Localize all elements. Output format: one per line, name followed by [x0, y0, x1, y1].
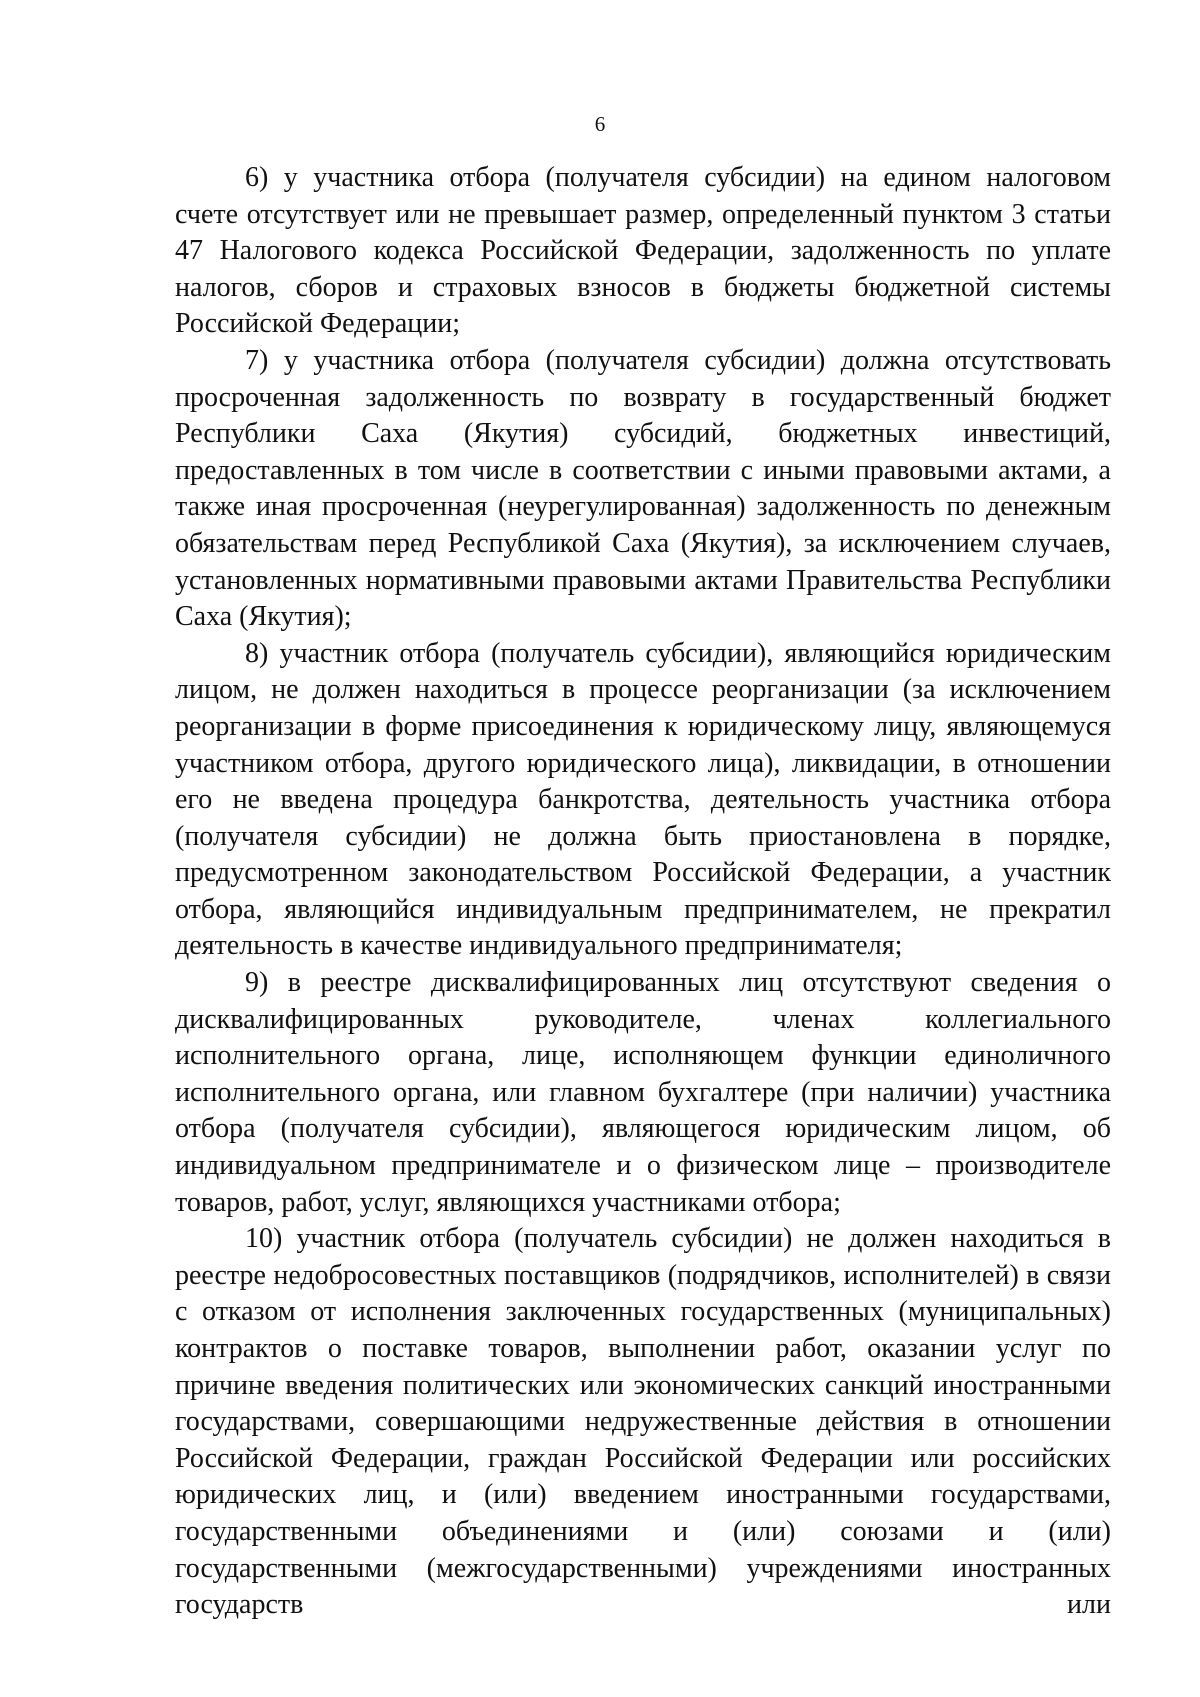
paragraph-item-9: 9) в реестре дисквалифицированных лиц отсутствуют сведения о дисквалифицированных руководителе, членах коллегиального исполнительного органа, лице, исполняющем функции единоличного исполнительного органа, или главном бухгалтере (при наличии) участника отбора (получателя субсидии), являющегося юридическим лицом, об индивидуальном предпринимателе и о физическом лице – производителе товаров, работ, услуг, являющихся участниками отбора;	[175, 967, 1111, 1218]
document-body	[175, 160, 1111, 1624]
page-number: 6	[594, 112, 606, 136]
paragraph-item-6: 6) у участника отбора (получателя субсидии) на едином налоговом счете отсутствует или не превышает размер, определенный пунктом 3 статьи 47 Налогового кодекса Российской Федерации, задолженность по уплате налогов, сборов и страховых взносов в бюджеты бюджетной системы Российской Федерации;	[175, 162, 1111, 340]
paragraph-item-10: 10) участник отбора (получатель субсидии) не должен находиться в реестре недобросовестных поставщиков (подрядчиков, исполнителей) в связи с отказом от исполнения заключенных государственных (муниципальных) контрактов о поставке товаров, выполнении работ, оказании услуг по причине введения политических или экономических санкций иностранными государствами, совершающими недружественные действия в отношении Российской Федерации, граждан Российской Федерации или российских юридических лиц, и (или) введением иностранными государствами, государственными объединениями и (или) союзами и (или) государственными (межгосударственными) учреждениями иностранных государств или	[175, 1223, 1111, 1621]
paragraph-item-8: 8) участник отбора (получатель субсидии), являющийся юридическим лицом, не должен находиться в процессе реорганизации (за исключением реорганизации в форме присоединения к юридическому лицу, являющемуся участником отбора, другого юридического лица), ликвидации, в отношении его не введена процедура банкротства, деятельность участника отбора (получателя субсидии) не должна быть приостановлена в порядке, предусмотренном законодательством Российской Федерации, а участник отбора, являющийся индивидуальным предпринимателем, не прекратил деятельность в качестве индивидуального предпринимателя;	[175, 637, 1111, 962]
paragraph-item-7: 7) у участника отбора (получателя субсидии) должна отсутствовать просроченная задолженность по возврату в государственный бюджет Республики Саха (Якутия) субсидий, бюджетных инвестиций, предоставленных в том числе в соответствии с иными правовыми актами, а также иная просроченная (неурегулированная) задолженность по денежным обязательствам перед Республикой Саха (Якутия), за исключением случаев, установленных нормативными правовыми актами Правительства Республики Саха (Якутия);	[175, 344, 1111, 633]
